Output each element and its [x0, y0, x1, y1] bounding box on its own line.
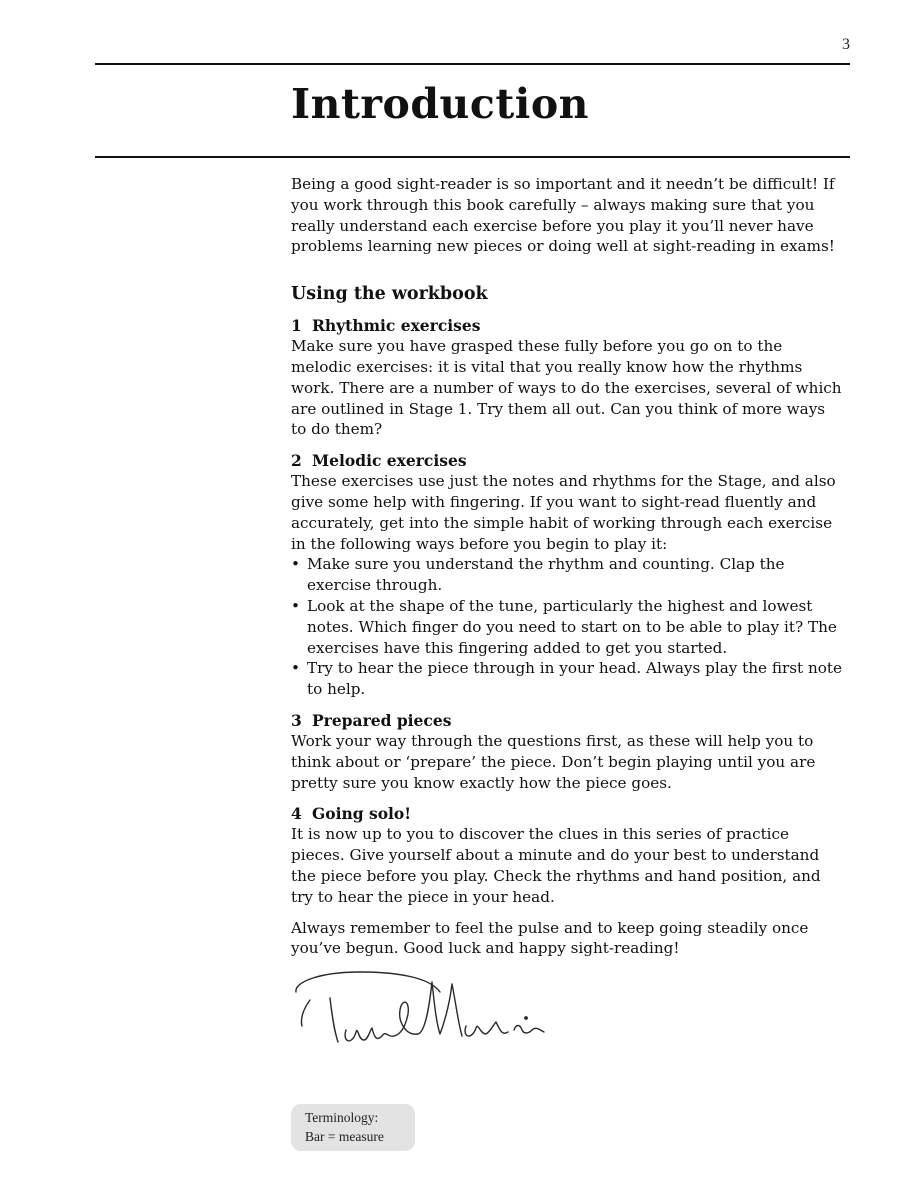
list-item: [291, 596, 843, 658]
page-title: Introduction: [291, 80, 589, 128]
bullet-icon: •: [291, 659, 300, 678]
subsection-body: Work your way through the questions first, as these will help you to think about or ‘prepare’ the piece. Don’t begin playing until you are pretty sure you know exactly how the piece goes.: [291, 731, 816, 792]
subsection-body: Make sure you have grasped these fully before you go on to the melodic exercises: it is vital that you really know how the rhythms work. There are a number of ways to do the exercises, several of which are outlined in Stage 1. Try them all out. Can you think of more ways to do them?: [291, 337, 842, 439]
top-rule: [95, 63, 850, 65]
subsection-body: It is now up to you to discover the clues in this series of practice pieces. Give yourself about a minute and do your best to understand the piece before you play. Check the rhythms and hand position, and try to hear the piece in your head.: [291, 825, 821, 906]
terminology-value: Bar = measure: [305, 1129, 384, 1144]
subsection-heading: [291, 315, 843, 336]
bullet-list: [291, 554, 843, 700]
page-number: 3: [842, 36, 850, 53]
terminology-box: [291, 1104, 415, 1151]
main-content: [291, 174, 843, 959]
intro-paragraph: Being a good sight-reader is so important and it needn’t be difficult! If you work through this book carefully – always making sure that you really understand each exercise before you play it you’ll never have problems learning new pieces or doing well at sight-reading in exams!: [291, 175, 835, 256]
subsection-number: 2: [291, 451, 302, 471]
subsection-heading: [291, 450, 843, 471]
subsection-title: Going solo!: [312, 804, 412, 824]
subsection-number: 4: [291, 804, 302, 824]
subsection-prepared: [291, 710, 843, 793]
title-rule: [95, 156, 850, 158]
list-item-text: Look at the shape of the tune, particularly the highest and lowest notes. Which finger do you need to start on to be able to play it? The exercises have this fingering added to get you started.: [307, 596, 837, 657]
subsection-body: These exercises use just the notes and rhythms for the Stage, and also give some help with fingering. If you want to sight-read fluently and accurately, get into the simple habit of working through each exercise in the following ways before you begin to play it:: [291, 472, 836, 553]
closing-paragraph: Always remember to feel the pulse and to keep going steadily once you’ve begun. Good luck and happy sight-reading!: [291, 918, 809, 958]
subsection-title: Rhythmic exercises: [312, 316, 481, 336]
bullet-icon: •: [291, 555, 300, 574]
subsection-title: Prepared pieces: [312, 710, 452, 730]
subsection-number: 3: [291, 710, 302, 730]
handwritten-signature: [290, 960, 560, 1060]
subsection-number: 1: [291, 316, 302, 336]
list-item: [291, 554, 843, 596]
terminology-label: Terminology:: [305, 1110, 379, 1125]
subsection-solo: [291, 803, 843, 907]
subsection-rhythmic: [291, 315, 843, 440]
list-item-text: Try to hear the piece through in your head. Always play the first note to help.: [307, 659, 842, 699]
section-heading: Using the workbook: [291, 284, 488, 305]
subsection-melodic: [291, 450, 843, 700]
bullet-icon: •: [291, 596, 300, 615]
subsection-title: Melodic exercises: [312, 451, 467, 471]
subsection-heading: [291, 803, 843, 824]
list-item: [291, 658, 843, 700]
list-item-text: Make sure you understand the rhythm and counting. Clap the exercise through.: [307, 555, 785, 595]
subsection-heading: [291, 710, 843, 731]
